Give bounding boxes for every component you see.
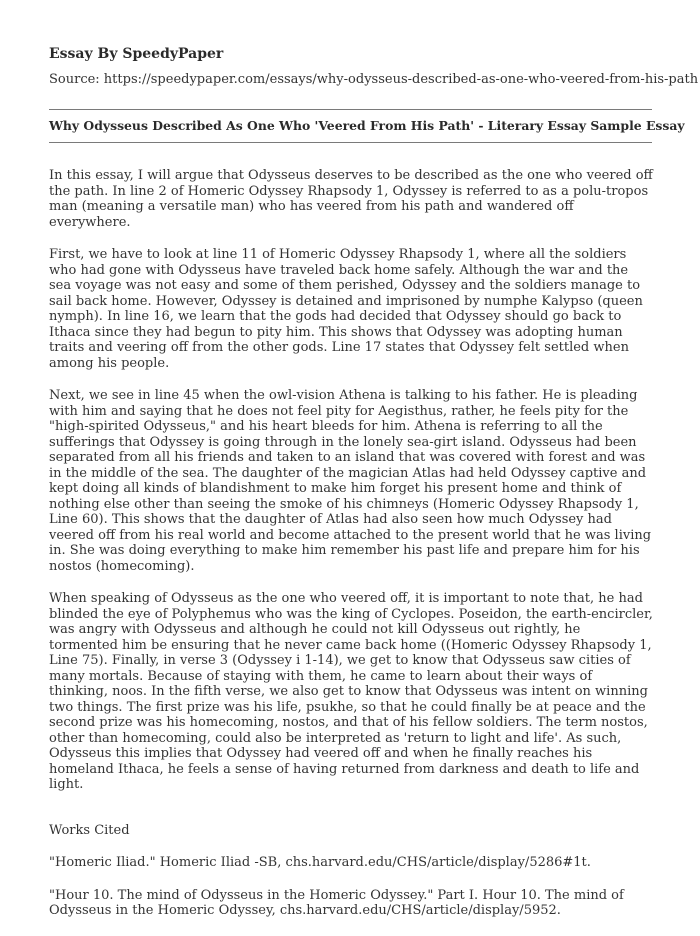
paragraph: Next, we see in line 45 when the owl-vision Athena is talking to his father. He is pleading with him and saying that he does not feel pity for Aegisthus, rather, he feels pity for the "high-spirited Odysseus," and his heart bleeds for him. Athena is referring to all the sufferings that Odyssey is going through in the lonely sea-girt island. Odysseus had been separated from all his friends and taken to an island that was covered with forest and was in the middle of the sea. The daughter of the magician Atlas had held Odyssey captive and kept doing all kinds of blandishment to make him forget his present home and think of nothing else other than seeing the smoke of his chimneys (Homeric Odyssey Rhapsody 1, Line 60). This shows that the daughter of Atlas had also seen how much Odyssey had veered off from his real world and become attached to the present world that he was living in. She was doing everything to make him remember his past life and prepare him for his nostos (homecoming). (49, 388, 652, 574)
title-rule-top (49, 109, 652, 110)
essay-title: Why Odysseus Described As One Who 'Veered From His Path' - Literary Essay Sample Essay (49, 118, 685, 133)
essay-body (49, 168, 653, 936)
works-cited-heading: Works Cited (49, 822, 130, 838)
paragraph: First, we have to look at line 11 of Homeric Odyssey Rhapsody 1, where all the soldiers who had gone with Odysseus have traveled back home safely. Although the war and the sea voyage was not easy and some of them perished, Odyssey and the soldiers manage to sail back home. However, Odyssey is detained and imprisoned by numphe Kalypso (queen nymph). In line 16, we learn that the gods had decided that Odyssey should go back to Ithaca since they had begun to pity him. This shows that Odyssey was adopting human traits and veering off from the other gods. Line 17 states that Odyssey felt settled when among his people. (49, 247, 643, 371)
source-line: Source: https://speedypaper.com/essays/why-odysseus-described-as-one-who-veered-from-his-path (49, 72, 699, 87)
title-rule-bottom (49, 142, 652, 143)
paragraph: In this essay, I will argue that Odysseus deserves to be described as the one who veered off the path. In line 2 of Homeric Odyssey Rhapsody 1, Odyssey is referred to as a polu-tropos man (meaning a versatile man) who has veered from his path and wandered off everywhere. (49, 168, 653, 230)
citation: "Homeric Iliad." Homeric Iliad -SB, chs.harvard.edu/CHS/article/display/5286#1t. (49, 855, 591, 870)
paragraph: When speaking of Odysseus as the one who veered off, it is important to note that, he had blinded the eye of Polyphemus who was the king of Cyclopes. Poseidon, the earth-encircler, was angry with Odysseus and although he could not kill Odysseus out rightly, he tormented him be ensuring that he never came back home ((Homeric Odyssey Rhapsody 1, Line 75). Finally, in verse 3 (Odyssey i 1-14), we get to know that Odysseus saw cities of many mortals. Because of staying with them, he came to learn about their ways of thinking, noos. In the fifth verse, we also get to know that Odysseus was intent on winning two things. The first prize was his life, psukhe, so that he could finally be at peace and the second prize was his homecoming, nostos, and that of his fellow soldiers. The term nostos, other than homecoming, could also be interpreted as 'return to light and life'. As such, Odysseus this implies that Odyssey had veered off and when he finally reaches his homeland Ithaca, he feels a sense of having returned from darkness and death to life and light. (49, 591, 653, 792)
citation: "Hour 10. The mind of Odysseus in the Homeric Odyssey." Part I. Hour 10. The mind of Odysseus in the Homeric Odyssey, chs.harvard.edu/CHS/article/display/5952. (49, 887, 624, 918)
site-label: Essay By SpeedyPaper (49, 46, 224, 62)
